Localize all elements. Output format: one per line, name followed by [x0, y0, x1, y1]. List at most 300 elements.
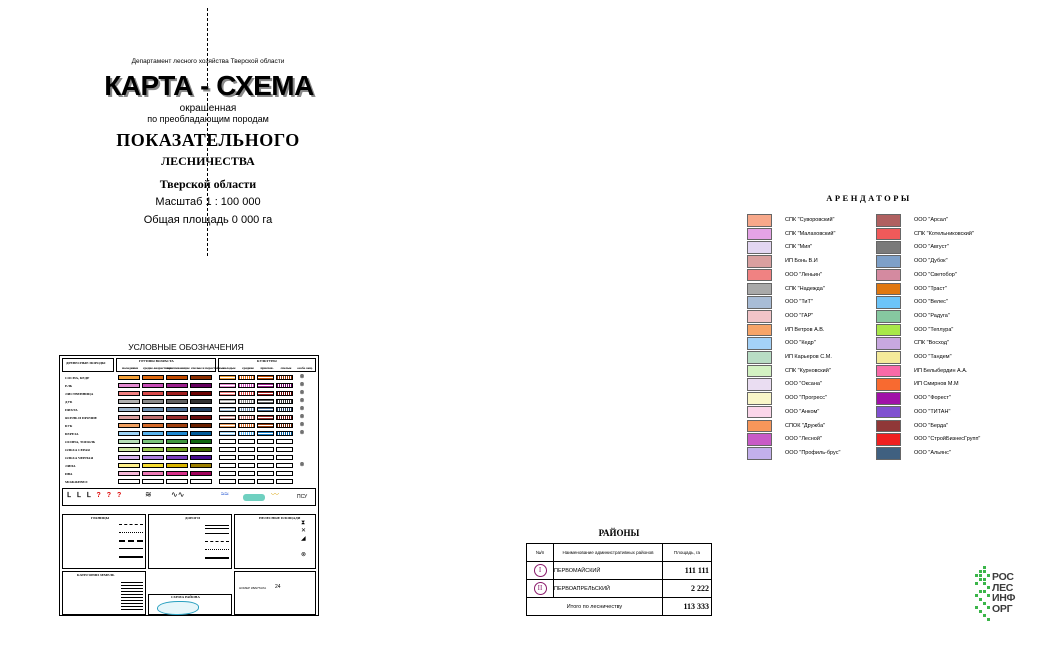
tenant-item — [876, 392, 996, 406]
tenant-name: ООО "Арсал" — [914, 217, 949, 223]
tenant-item — [747, 310, 867, 324]
species-age-swatch — [118, 439, 140, 444]
tenant-name: ООО "Леньин" — [785, 271, 822, 278]
protected-species-icon: ⊗ — [299, 382, 305, 388]
pest-label: ПСУ — [297, 494, 308, 500]
tenant-item — [876, 228, 996, 242]
species-crop-swatch — [257, 471, 274, 476]
logo-line: РОС — [992, 571, 1014, 583]
protected-species-icon: ⊗ — [299, 406, 305, 412]
species-age-swatch — [190, 415, 212, 420]
tenant-swatch — [876, 214, 901, 227]
table-row — [527, 580, 712, 598]
total-area-text: Общая площадь 0 000 га — [143, 214, 273, 226]
species-age-swatch — [142, 471, 164, 476]
district-name: ПЕРВОМАЙСКИЙ — [554, 562, 663, 580]
species-age-swatch — [190, 407, 212, 412]
crops-box — [218, 358, 316, 372]
species-age-swatch — [190, 455, 212, 460]
species-age-swatch — [118, 415, 140, 420]
species-age-swatch — [142, 391, 164, 396]
species-crop-swatch — [257, 375, 274, 380]
region-name: Тверской области — [159, 177, 257, 191]
col-header-name: Наименование административных районов — [554, 544, 663, 562]
species-crop-swatch — [257, 447, 274, 452]
species-crop-swatch — [219, 471, 236, 476]
block-number-label: НОМЕР КВАРТАЛА — [239, 586, 267, 590]
tenant-item — [876, 310, 996, 324]
tenant-swatch — [876, 296, 901, 309]
species-crop-swatch — [257, 423, 274, 428]
tenant-name: СПК "Восход" — [914, 340, 949, 347]
species-age-swatch — [118, 391, 140, 396]
age-group-label: молодняки — [121, 366, 139, 370]
district-area: 111 111 — [663, 562, 712, 580]
species-age-swatch — [190, 431, 212, 436]
tenant-swatch — [747, 378, 772, 391]
age-group-label: спелые и перестойные — [191, 366, 225, 370]
tenant-item — [747, 447, 867, 461]
table-header-row — [527, 544, 712, 562]
tenant-item — [876, 447, 996, 461]
district-area: 2 222 — [663, 580, 712, 598]
protected-species-icon: ⊗ — [299, 374, 305, 380]
tenant-name: ООО "Лесной" — [785, 436, 822, 443]
legend-species-row — [62, 407, 316, 413]
table-total-row — [527, 598, 712, 616]
tenant-item — [876, 296, 996, 310]
species-crop-swatch — [257, 431, 274, 436]
tenant-item — [747, 269, 867, 283]
species-crop-swatch — [219, 415, 236, 420]
species-crop-swatch — [276, 471, 293, 476]
tenant-item — [876, 406, 996, 420]
species-crop-swatch — [238, 463, 255, 468]
subtitle-line2: по преобладающим породам — [147, 114, 269, 124]
tenant-item — [876, 378, 996, 392]
tenant-item — [747, 214, 867, 228]
nonforest-box — [234, 514, 316, 569]
tenant-item — [876, 241, 996, 255]
tenant-item — [876, 214, 996, 228]
species-crop-swatch — [219, 383, 236, 388]
symbols-strip — [62, 488, 316, 506]
species-name: СОСНА, КЕДР — [65, 376, 90, 380]
species-crop-swatch — [257, 399, 274, 404]
tenant-name: ООО "ТиТ" — [785, 299, 813, 306]
tenant-name: СПК "Малаховский" — [785, 230, 836, 237]
tenant-swatch — [876, 392, 901, 405]
tenant-swatch — [747, 283, 772, 296]
species-age-swatch — [142, 463, 164, 468]
tenant-item — [876, 365, 996, 379]
protected-species-icon: ⊗ — [299, 430, 305, 436]
species-age-swatch — [166, 447, 188, 452]
road-symbol — [205, 533, 229, 534]
species-age-swatch — [142, 479, 164, 484]
species-age-swatch — [166, 463, 188, 468]
district-num-cell — [527, 580, 554, 598]
species-name: МОЖЖЕВЕЛ — [65, 480, 88, 484]
species-name: ОЛЬХА СЕРАЯ — [65, 448, 90, 452]
lake-symbol — [243, 494, 265, 501]
legend-species-row — [62, 415, 316, 421]
species-crop-swatch — [238, 407, 255, 412]
species-age-swatch — [166, 455, 188, 460]
road-symbol — [205, 525, 229, 529]
rosleskhoz-logo — [975, 562, 1035, 628]
tenant-swatch — [747, 447, 772, 460]
tenant-item — [747, 337, 867, 351]
tenant-name: ООО "ТИТАН" — [914, 408, 951, 415]
tenant-item — [747, 296, 867, 310]
species-age-swatch — [118, 479, 140, 484]
species-age-swatch — [190, 479, 212, 484]
tenant-name: ООО "Оксана" — [785, 381, 822, 388]
tenant-swatch — [747, 241, 772, 254]
species-age-swatch — [118, 455, 140, 460]
tenant-swatch — [747, 310, 772, 323]
legend-panel — [59, 355, 319, 616]
tenant-item — [876, 351, 996, 365]
protected-species-icon: ⊗ — [299, 422, 305, 428]
logo-pixel-mark — [975, 562, 993, 628]
tenant-name: ИП Смирнов М.М — [914, 381, 959, 388]
legend-species-row — [62, 439, 316, 445]
species-crop-swatch — [219, 407, 236, 412]
species-crop-swatch — [219, 439, 236, 444]
species-age-swatch — [190, 471, 212, 476]
protected-species-icon: ⊗ — [299, 390, 305, 396]
crop-group-label: приспев. — [260, 366, 274, 370]
tenant-swatch — [876, 378, 901, 391]
protected-species-icon: ⊗ — [299, 398, 305, 404]
species-age-swatch — [142, 423, 164, 428]
species-age-swatch — [166, 391, 188, 396]
map-title: КАРТА - СХЕМА — [104, 70, 314, 101]
species-crop-swatch — [238, 431, 255, 436]
col-header-area: Площадь, га — [663, 544, 712, 562]
tenant-swatch — [747, 296, 772, 309]
tenant-swatch — [876, 324, 901, 337]
tenant-name: ООО "Август" — [914, 244, 949, 251]
total-area: 113 333 — [663, 598, 712, 616]
categories-header: КАТЕГОРИИ ЗЕМЕЛЬ — [77, 573, 115, 577]
road-symbol — [205, 549, 229, 550]
tenant-swatch — [747, 337, 772, 350]
overview-map-symbol — [157, 601, 199, 615]
tenant-swatch — [747, 214, 772, 227]
species-crop-swatch — [238, 399, 255, 404]
tenants-title: АРЕНДАТОРЫ — [826, 193, 912, 203]
species-age-swatch — [166, 375, 188, 380]
logo-text — [992, 572, 1015, 614]
species-age-swatch — [142, 431, 164, 436]
species-age-swatch — [190, 423, 212, 428]
species-age-swatch — [142, 383, 164, 388]
species-crop-swatch — [238, 471, 255, 476]
tenant-swatch — [747, 269, 772, 282]
tenant-swatch — [876, 337, 901, 350]
tenant-item — [876, 269, 996, 283]
tenant-swatch — [876, 433, 901, 446]
age-groups-header: ГРУППЫ ВОЗРАСТА — [139, 359, 174, 363]
species-crop-swatch — [238, 391, 255, 396]
tenant-swatch — [876, 351, 901, 364]
block-number-value: 24 — [275, 584, 281, 590]
species-name: БЕРЕЗА — [65, 432, 79, 436]
road-symbol — [205, 557, 229, 559]
tenant-swatch — [876, 406, 901, 419]
species-name: ПИХТА — [65, 408, 78, 412]
species-age-swatch — [118, 375, 140, 380]
legend-species-row — [62, 455, 316, 461]
categories-box — [62, 571, 146, 615]
nonforest-header: НЕЛЕСНЫЕ ПЛОЩАДИ — [259, 516, 301, 520]
nonforest-symbol: ⊗ — [301, 552, 307, 558]
species-crop-swatch — [238, 455, 255, 460]
marsh-symbol: ≋ — [145, 490, 152, 499]
tenant-name: ООО "Альянс" — [914, 449, 951, 456]
roads-box — [148, 514, 232, 569]
species-crop-swatch — [257, 455, 274, 460]
tenant-name: ООО "Форест" — [914, 395, 951, 402]
tenant-swatch — [876, 255, 901, 268]
species-crop-swatch — [257, 415, 274, 420]
tenant-swatch — [876, 447, 901, 460]
district-num: II — [534, 582, 547, 595]
tenant-swatch — [747, 420, 772, 433]
species-crop-swatch — [238, 423, 255, 428]
tree-symbols: ᒪ ᒪ ᒪ ? ? ? — [67, 492, 124, 499]
species-age-swatch — [118, 431, 140, 436]
tenant-swatch — [876, 269, 901, 282]
tenant-swatch — [876, 310, 901, 323]
tenant-swatch — [876, 241, 901, 254]
legend-species-row — [62, 391, 316, 397]
species-age-swatch — [142, 407, 164, 412]
species-crop-swatch — [219, 463, 236, 468]
tenant-item — [747, 351, 867, 365]
tenant-name: ООО "СтройБизнесГрупп" — [914, 436, 981, 443]
block-number-box — [234, 571, 316, 615]
tenant-name: ООО "Траст" — [914, 285, 947, 292]
species-crop-swatch — [257, 479, 274, 484]
species-age-swatch — [166, 423, 188, 428]
tenant-item — [747, 392, 867, 406]
department-name: Департамент лесного хозяйства Тверской области — [131, 58, 285, 65]
river-symbol: 〰 — [271, 490, 279, 499]
species-name: ЯСЕНЬ И ПРОЧИЕ — [65, 416, 97, 420]
protected-species-icon: ⊗ — [299, 462, 305, 468]
legend-species-row — [62, 423, 316, 429]
tenant-name: ООО "Профиль-брус" — [785, 449, 841, 456]
tenant-name: ООО "Прогресс" — [785, 395, 827, 402]
species-crop-swatch — [276, 479, 293, 484]
species-age-swatch — [166, 383, 188, 388]
tenant-item — [747, 228, 867, 242]
species-crop-swatch — [276, 447, 293, 452]
species-crop-swatch — [276, 383, 293, 388]
tenant-swatch — [747, 433, 772, 446]
tenant-name: ИП Бонь В.И — [785, 258, 818, 265]
species-age-swatch — [190, 391, 212, 396]
species-crop-swatch — [276, 407, 293, 412]
boundary-line — [119, 540, 143, 542]
crop-group-label: особо защ. — [297, 366, 313, 370]
tenant-name: ООО "Кедр" — [785, 340, 816, 347]
tenant-item — [876, 324, 996, 338]
species-crop-swatch — [219, 447, 236, 452]
crop-group-label: молодые — [222, 366, 236, 370]
species-age-swatch — [190, 463, 212, 468]
species-crop-swatch — [276, 431, 293, 436]
tenant-swatch — [747, 392, 772, 405]
species-name: ЛИПА — [65, 464, 76, 468]
legend-species-row — [62, 399, 316, 405]
logo-line: ОРГ — [992, 602, 1013, 615]
species-crop-swatch — [219, 399, 236, 404]
species-age-swatch — [118, 399, 140, 404]
species-age-swatch — [166, 439, 188, 444]
tenant-name: ООО "Дубок" — [914, 258, 948, 265]
species-crop-swatch — [238, 479, 255, 484]
species-crop-swatch — [219, 455, 236, 460]
species-crop-swatch — [276, 391, 293, 396]
species-age-swatch — [190, 399, 212, 404]
district-num-cell — [527, 562, 554, 580]
water-symbol: ≈≈ — [221, 491, 229, 498]
species-name: ДУБ — [65, 400, 73, 404]
species-crop-swatch — [257, 407, 274, 412]
species-age-swatch — [118, 463, 140, 468]
species-crop-swatch — [238, 383, 255, 388]
overview-box — [148, 594, 232, 615]
tenant-name: СПК "Надежда" — [785, 285, 825, 292]
boundaries-header: ГРАНИЦЫ — [91, 516, 110, 520]
districts-title: РАЙОНЫ — [598, 528, 640, 538]
species-age-swatch — [142, 399, 164, 404]
legend-title: УСЛОВНЫЕ ОБОЗНАЧЕНИЯ — [128, 342, 244, 352]
species-name: ЛИСТВЕННИЦА — [65, 392, 94, 396]
tenant-item — [747, 420, 867, 434]
species-age-swatch — [190, 447, 212, 452]
species-crop-swatch — [257, 391, 274, 396]
age-groups-box — [116, 358, 225, 372]
species-age-swatch — [142, 455, 164, 460]
tenant-name: ООО "Радуга" — [914, 312, 950, 319]
boundary-line — [119, 532, 143, 533]
tenant-item — [747, 283, 867, 297]
crop-group-label: средние — [242, 366, 254, 370]
species-name: ЕЛЬ — [65, 384, 73, 388]
species-age-swatch — [166, 399, 188, 404]
tenant-name: СПК "Котельниковский" — [914, 230, 974, 237]
species-crop-swatch — [219, 479, 236, 484]
species-name: ОСИНА, ТОПОЛЬ — [65, 440, 96, 444]
tenant-item — [876, 433, 996, 447]
category-hatch — [121, 582, 143, 610]
roads-header: ДОРОГИ — [185, 516, 200, 520]
species-crop-swatch — [238, 375, 255, 380]
species-name: БУК — [65, 424, 73, 428]
crops-header: КУЛЬТУРЫ — [257, 359, 277, 363]
tenant-swatch — [876, 228, 901, 241]
tenant-swatch — [747, 228, 772, 241]
overview-header: СХЕМА РАЙОНА — [171, 595, 200, 599]
crop-group-label: спелые — [280, 366, 292, 370]
species-crop-swatch — [276, 439, 293, 444]
tenant-item — [747, 433, 867, 447]
species-crop-swatch — [219, 375, 236, 380]
total-label: Итого по лесничеству — [527, 598, 663, 616]
boundary-line — [119, 548, 143, 549]
tenant-swatch — [876, 365, 901, 378]
district-num: I — [534, 564, 547, 577]
forestry-type: ЛЕСНИЧЕСТВА — [161, 154, 255, 168]
legend-species-row — [62, 447, 316, 453]
species-header-box — [62, 358, 114, 372]
species-crop-swatch — [219, 423, 236, 428]
tenant-name: СПК "Суворовский" — [785, 217, 835, 223]
species-age-swatch — [190, 439, 212, 444]
legend-species-row — [62, 479, 316, 485]
district-name: ПЕРВОАПРЕЛЬСКИЙ — [554, 580, 663, 598]
species-age-swatch — [118, 471, 140, 476]
tenant-item — [747, 378, 867, 392]
tenant-item — [876, 255, 996, 269]
tenant-swatch — [876, 283, 901, 296]
species-age-swatch — [166, 415, 188, 420]
species-age-swatch — [190, 375, 212, 380]
table-row — [527, 562, 712, 580]
nonforest-symbol: ✕ — [301, 528, 307, 534]
road-symbol — [205, 541, 229, 542]
species-age-swatch — [142, 447, 164, 452]
legend-species-row — [62, 471, 316, 477]
scale-text: Масштаб 1 : 100 000 — [155, 196, 261, 208]
subtitle-line1: окрашенная — [179, 103, 237, 114]
species-age-swatch — [118, 383, 140, 388]
tenant-name: ООО "Анком" — [785, 408, 820, 415]
tenant-name: ООО "Теплура" — [914, 326, 954, 333]
species-crop-swatch — [257, 463, 274, 468]
species-crop-swatch — [257, 439, 274, 444]
species-age-swatch — [142, 415, 164, 420]
tenant-item — [876, 283, 996, 297]
species-crop-swatch — [276, 455, 293, 460]
tenant-swatch — [876, 420, 901, 433]
tenant-item — [747, 241, 867, 255]
species-age-swatch — [190, 383, 212, 388]
logo-line: ИНФ — [992, 592, 1016, 604]
species-age-swatch — [142, 375, 164, 380]
species-age-swatch — [166, 471, 188, 476]
species-age-swatch — [118, 447, 140, 452]
species-age-swatch — [118, 407, 140, 412]
species-name: ИВА — [65, 472, 73, 476]
species-crop-swatch — [276, 415, 293, 420]
tenant-name: СПК "Курновский" — [785, 367, 831, 374]
legend-species-row — [62, 375, 316, 381]
species-crop-swatch — [238, 447, 255, 452]
species-crop-swatch — [276, 375, 293, 380]
tenant-swatch — [747, 324, 772, 337]
sand-symbol: ∿∿ — [171, 490, 185, 499]
tenant-item — [747, 406, 867, 420]
tenant-item — [876, 420, 996, 434]
tenant-name: ИП Карьеров С.М. — [785, 354, 832, 360]
